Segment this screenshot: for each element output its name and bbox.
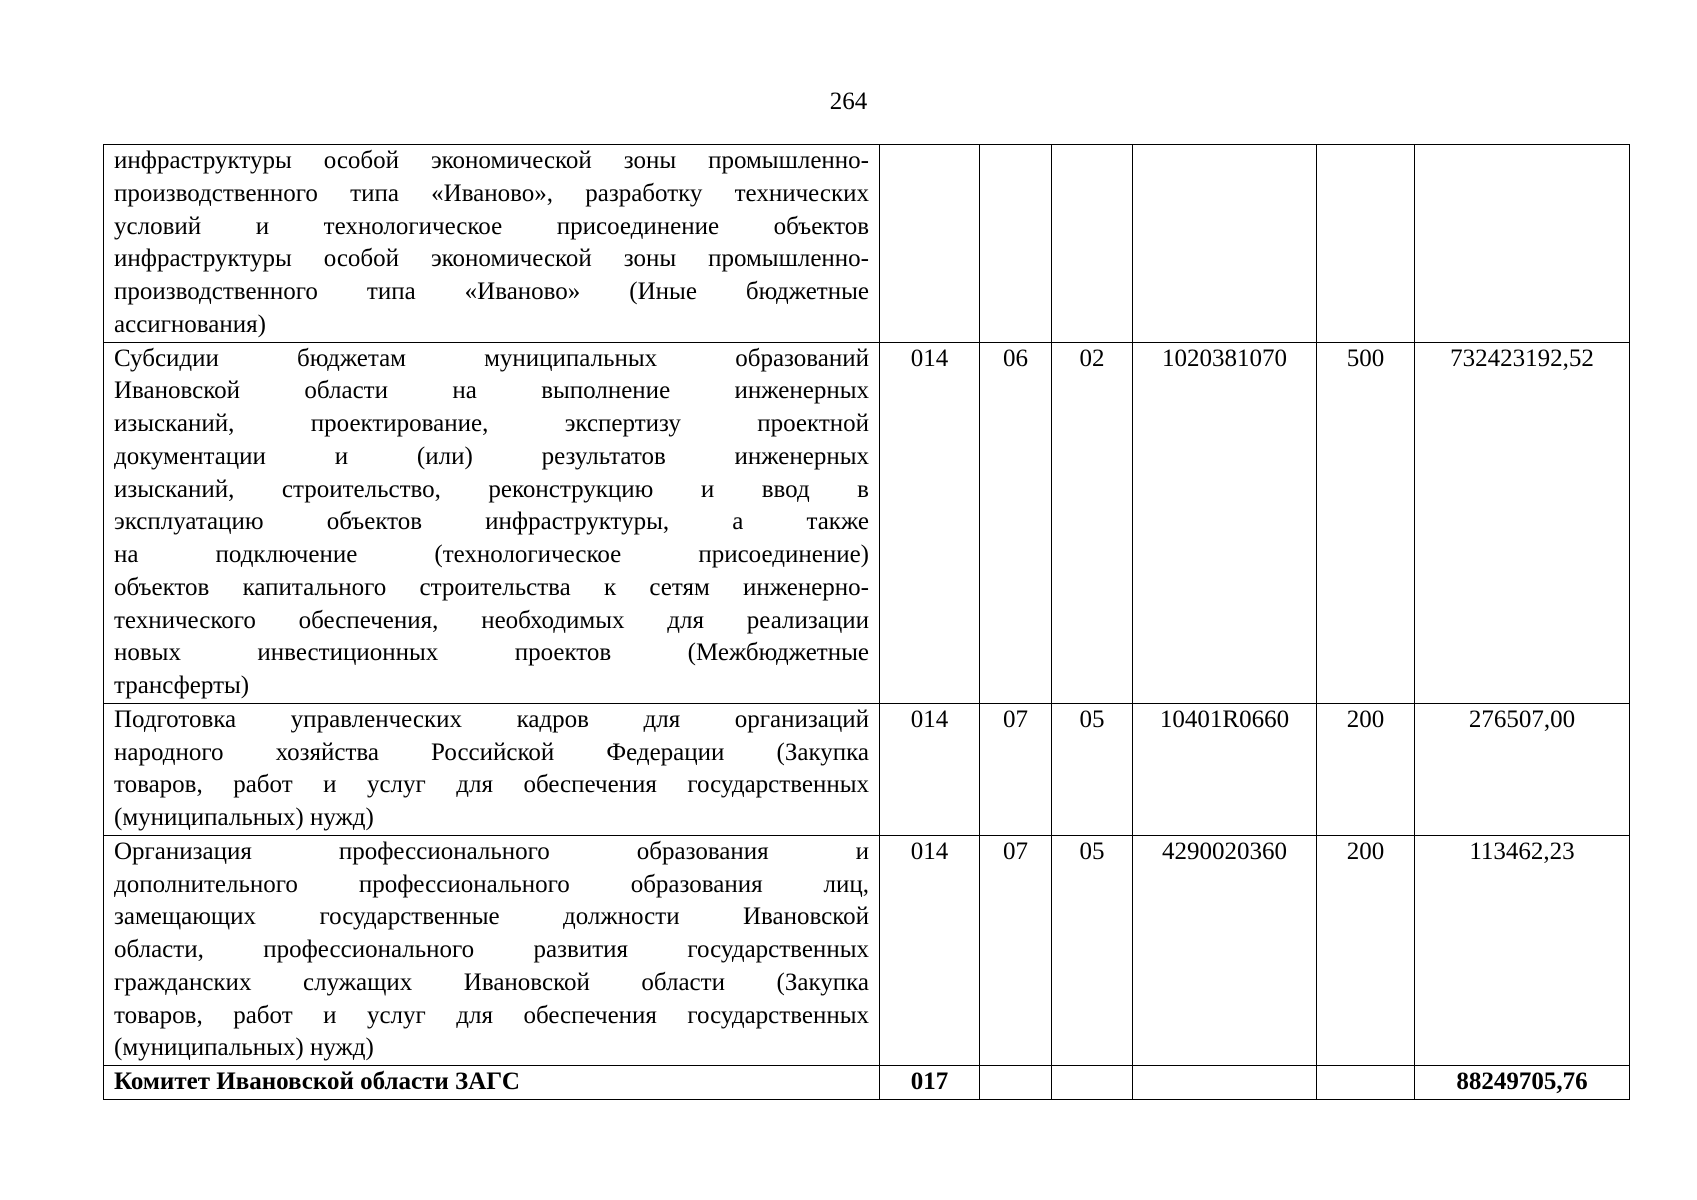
total-amount-cell: 88249705,76 [1415, 1066, 1630, 1100]
description-line: (муниципальных) нужд) [114, 804, 374, 831]
description-cell [104, 145, 880, 343]
description-line: Ивановской области на выполнение инженерных [114, 377, 869, 405]
total-expense-type-cell [1317, 1066, 1415, 1100]
amount-cell [1415, 145, 1630, 343]
table-row [104, 145, 1630, 343]
amount-cell: 113462,23 [1415, 835, 1630, 1065]
subsection-code-cell: 05 [1052, 703, 1133, 835]
target-article-cell: 10401R0660 [1133, 703, 1317, 835]
description-line: области, профессионального развития государственных [114, 936, 869, 963]
expense-type-cell: 200 [1317, 703, 1415, 835]
description-line: гражданских служащих Ивановской области (Закупка [114, 968, 869, 996]
target-article-cell [1133, 145, 1317, 343]
ministry-code-cell: 014 [880, 835, 980, 1065]
expense-type-cell: 200 [1317, 835, 1415, 1065]
subsection-code-cell [1052, 145, 1133, 343]
total-ministry-code-cell: 017 [880, 1066, 980, 1100]
description-line: товаров, работ и услуг для обеспечения государственных [114, 771, 869, 799]
table-row [104, 835, 1630, 1065]
description-line: новых инвестиционных проектов (Межбюджетные [114, 639, 869, 667]
total-section-code-cell [980, 1066, 1052, 1100]
amount-cell: 732423192,52 [1415, 342, 1630, 703]
description-line: дополнительного профессионального образования лиц, [114, 870, 869, 898]
description-line: изысканий, проектирование, экспертизу проектной [114, 410, 869, 437]
description-line: Подготовка управленческих кадров для организаций [114, 705, 869, 733]
table-row [104, 703, 1630, 835]
description-line: инфраструктуры особой экономической зоны промышленно- [114, 147, 869, 174]
target-article-cell: 1020381070 [1133, 342, 1317, 703]
description-line: (муниципальных) нужд) [114, 1034, 374, 1062]
description-line: Субсидии бюджетам муниципальных образований [114, 344, 869, 372]
description-line: Организация профессионального образования и [114, 837, 869, 865]
description-line: ассигнования) [114, 310, 266, 338]
description-line: технического обеспечения, необходимых для реализации [114, 606, 869, 634]
total-subsection-code-cell [1052, 1066, 1133, 1100]
description-line: изысканий, строительство, реконструкцию и ввод в [114, 475, 869, 503]
ministry-code-cell: 014 [880, 703, 980, 835]
description-cell [104, 835, 880, 1065]
target-article-cell: 4290020360 [1133, 835, 1317, 1065]
total-name-cell: Комитет Ивановской области ЗАГС [104, 1066, 880, 1100]
description-line: инфраструктуры особой экономической зоны промышленно- [114, 245, 869, 273]
ministry-code-cell [880, 145, 980, 343]
amount-cell: 276507,00 [1415, 703, 1630, 835]
description-line: условий и технологическое присоединение объектов [114, 212, 869, 240]
section-code-cell [980, 145, 1052, 343]
expense-type-cell [1317, 145, 1415, 343]
section-code-cell: 07 [980, 703, 1052, 835]
description-line: документации и (или) результатов инженерных [114, 442, 869, 470]
description-line: народного хозяйства Российской Федерации (Закупка [114, 738, 869, 766]
section-code-cell: 07 [980, 835, 1052, 1065]
total-target-article-cell [1133, 1066, 1317, 1100]
subsection-code-cell: 02 [1052, 342, 1133, 703]
total-row [104, 1066, 1630, 1100]
description-line: на подключение (технологическое присоединение) [114, 541, 869, 568]
budget-table [103, 144, 1630, 1100]
expense-type-cell: 500 [1317, 342, 1415, 703]
ministry-code-cell: 014 [880, 342, 980, 703]
section-code-cell: 06 [980, 342, 1052, 703]
description-line: товаров, работ и услуг для обеспечения государственных [114, 1001, 869, 1029]
description-cell [104, 703, 880, 835]
description-line: производственного типа «Иваново», разработку технических [114, 179, 869, 207]
subsection-code-cell: 05 [1052, 835, 1133, 1065]
description-cell [104, 342, 880, 703]
description-line: производственного типа «Иваново» (Иные бюджетные [114, 278, 869, 305]
description-line: объектов капитального строительства к сетям инженерно- [114, 573, 869, 601]
table-row [104, 342, 1630, 703]
description-line: замещающих государственные должности Ивановской [114, 903, 869, 931]
description-line: трансферты) [114, 672, 250, 699]
description-line: эксплуатацию объектов инфраструктуры, а также [114, 508, 869, 536]
page-number: 264 [829, 88, 868, 115]
